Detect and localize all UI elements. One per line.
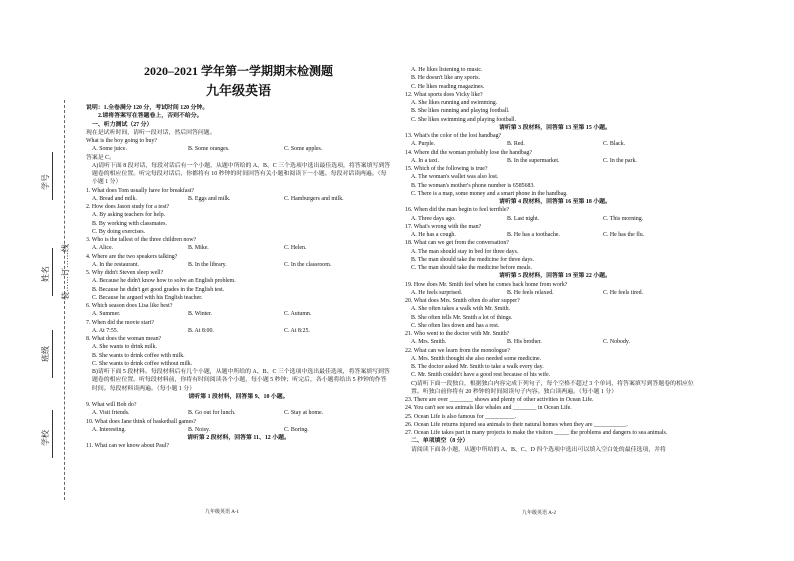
text-line: 24. You can't see sea animals like whales and ________ in Ocean Life. [405,405,572,412]
option-text: A. Summer. [92,311,121,318]
options-row [405,140,705,148]
text-line: C)请听下面一段独白，根据独白内容完成下列句子，每个空格不超过 3 个单词，将答案填写到答题卷的相应位置。听独白前你将有 20 秒钟的时间阅读句子内容。独白读两遍。（每小题 1 分） [411,380,694,395]
option-text: B. Eggs and milk. [188,195,231,202]
text-line: 说明：1.全卷满分 120 分，考试时间 120 分钟。 [86,105,209,111]
exam-title: 2020–2021 学年第一学期期末检测题 [143,64,333,78]
option-text: B. Winter. [188,311,213,318]
text-line: A. The woman's wallet was also lost. [411,174,499,181]
text-line: A. By asking teachers for help. [92,212,166,219]
options-row [86,261,391,269]
text-line: 请听第 1 段材料，回答第 9、10 小题。 [188,393,289,400]
option-text: C. Some apples. [284,146,323,153]
options-row [405,215,705,223]
option-text: A. In the restaurant. [92,261,139,268]
option-text: A. He has a cough. [411,232,456,238]
text-line: 17. What's wrong with the man? [405,223,482,230]
text-line: 一、听力测试（27 分） [92,121,153,128]
class-label: 班级 [41,346,50,362]
binding-line-label: 装……订……线 [61,244,70,300]
text-line: 12. What sports does Vicky like? [405,91,483,98]
option-text: C. This morning. [603,215,644,222]
option-text: B. In the supermarket. [507,157,560,164]
text-line: 5. Why didn't Steven sleep well? [86,270,164,276]
options-row [86,310,391,318]
option-text: B. He feels relaxed. [507,289,554,296]
left-page-content [86,104,391,451]
option-text: C. Helen. [284,245,307,252]
text-line: 6. Which season does Lisa like best? [86,303,173,309]
class-blank [52,330,53,378]
text-line: B. The man should take the medicine for three days. [411,256,535,263]
option-text: B. Red. [507,141,525,148]
text-line: C. There is a map, some money and a smart phone in the handbag. [411,190,568,197]
text-line: 9. What will Bob do? [86,402,137,408]
text-line: C. The man should take the medicine before meals. [411,265,532,271]
text-line: A. Mrs. Smith thought she also needed some medicine. [411,355,542,362]
option-text: A. Mrs. Smith. [411,339,447,346]
text-line: 7. When did the movie start? [86,319,154,326]
text-line: 16. When did the man begin to feel terrible? [405,207,510,214]
text-line: B. She likes running and playing football. [411,108,510,115]
footer-left: 九年级英语 A-1 [205,510,240,515]
options-row [86,195,391,203]
school-blank [52,410,53,458]
option-text: B. In the library. [188,261,227,268]
text-line: C. He likes reading magazines. [411,83,485,90]
text-line: C. Mr. Smith couldn't have a good rest because of his wife. [411,372,551,379]
text-line: 23. There are over ________ shows and plenty of other activities in Ocean Life. [405,397,594,403]
option-text: B. His brother. [507,339,542,346]
text-line: B. He doesn't like any sports. [411,75,480,82]
text-line: 27. Ocean Life takes part in many projects to make the visitors _____ the problems and dangers to sea animals. [405,430,668,436]
text-line: C. By doing exercises. [92,228,146,235]
name-blank [52,248,53,296]
options-row [405,289,705,297]
option-text: C. Autumn. [284,311,312,318]
text-line: 25. Ocean Life is also famous for __________. [405,413,517,420]
binding-margin [0,0,80,561]
text-line: A. She often takes a walk with Mr. Smith. [411,306,510,313]
text-line: 1. What does Tom usually have for breakfast? [86,187,194,194]
text-line: 18. What can we get from the conversation? [405,240,509,247]
text-line: 2. How does Jason study for a test? [86,204,170,210]
text-line: What is the boy going to buy? [86,138,158,144]
student-id-blank [52,152,53,200]
text-line: B. Because he didn't get good grades in the English test. [92,286,225,293]
footer-right: 九年级英语 A-2 [522,511,557,516]
text-line: B. She wants to drink coffee with milk. [92,352,185,359]
text-line: C. She wants to drink coffee without milk. [92,360,193,367]
option-text: C. In the classroom. [284,261,332,268]
text-line: 请阅读下面各小题，从题中所给的 A、B、C、D 四个选项中选出可以填入空白处的最佳选项，并将 [411,446,666,453]
option-text: A. At 7:55. [92,327,119,334]
options-row [405,231,705,239]
text-line: 20. What does Mrs. Smith often do after supper? [405,298,520,304]
option-text: C. Stay at home. [284,410,324,417]
option-text: A. Bread and milk. [92,195,137,202]
option-text: A. Alice. [92,245,114,252]
text-line: 请听第 4 段材料，回答第 16 至第 18 小题。 [499,199,611,205]
text-line: B. The doctor asked Mr. Smith to take a walk every day. [411,364,544,370]
school-label: 学校 [41,430,50,446]
text-line: 请听第 3 段材料，回答第 13 至第 15 小题。 [499,124,611,131]
student-id-label: 学号 [41,174,50,190]
option-text: A. Interesting. [92,426,126,433]
option-text: C. He feels tired. [603,289,644,296]
text-line: 10. What does Jane think of basketball games? [86,418,197,425]
option-text: C. Nobody. [603,339,630,346]
text-line: 13. What's the color of the lost handbag? [405,133,502,139]
text-line: 15. Which of the following is true? [405,166,488,172]
options-row [405,157,705,165]
option-text: B. Last night. [507,215,540,222]
text-line: 21. Who went to the doctor with Mr. Smith? [405,331,510,337]
options-row [86,327,391,335]
option-text: C. Hamburgers and milk. [284,195,344,202]
text-line: 11. What can we know about Paul? [86,443,169,450]
option-text: A. He feels surprised. [411,289,463,296]
text-line: 二、单项填空（8 分） [411,438,469,445]
option-text: A. Three days ago. [411,215,456,222]
text-line: 26. Ocean Life returns injured sea animals to their natural homes when they are ___________. [405,421,628,428]
text-line: B. The woman's mother's phone number is 6585683. [411,182,535,189]
options-row [405,338,705,346]
text-line: A. Because he didn't know how to solve an English problem. [92,278,236,285]
option-text: B. Mike. [188,245,209,252]
text-line: C. Because he argued with his English teacher. [92,294,203,301]
text-line: A. She wants to drink milk. [92,344,157,351]
exam-subtitle: 九年级英语 [205,83,271,98]
option-text: C. Boring. [284,426,309,433]
text-line: B)请听下面 5 段材料。每段材料后有几个小题，从题中所给的 A、B、C 三个选项中选出最佳选项，将答案填写到答题卷的相应位置。听每段材料前，你将有时间阅读各个小题，每小题 5 秒钟；听完后，各小题将给出 5 秒钟的作答时间。每段材料读两遍。（每小题 1 分） [92,369,390,392]
option-text: B. At 8:00. [188,327,214,334]
text-line: A. She likes running and swimming. [411,100,498,106]
text-line: 22. What can we learn from the monologue? [405,347,510,354]
text-line: B. By working with classmates. [92,220,167,227]
name-label: 姓名 [41,266,50,282]
text-line: A)请听下面 8 段对话，每段对话后有一个小题，从题中所给的 A、B、C 三个选项中选出最佳选项，将答案填写到答题卷的相应位置。听完每段对话后，你都将有 10 秒钟的时间回答有关小题和阅读下一小题。每段对话读两遍。（每小题 1 分） [92,162,391,186]
text-line: A. The man should stay in bed for three days. [411,248,519,255]
text-line: 14. Where did the woman probably lose the handbag? [405,149,532,156]
options-row [86,409,391,417]
option-text: C. He has the flu. [603,232,645,238]
text-line: 4. Where are the two speakers talking? [86,253,178,260]
right-page [405,66,705,454]
right-page-content [405,66,705,454]
text-line: 2.请将答案写在答题卷上，否则不给分。 [98,113,203,120]
text-line: C. She often lies down and has a rest. [411,322,500,329]
binding-dashed-line [64,100,65,500]
option-text: A. Purple. [411,141,436,148]
text-line: C. She likes swimming and playing football. [411,116,517,123]
options-row [86,426,391,434]
text-line: 3. Who is the tallest of the three children now? [86,237,197,243]
option-text: A. Visit friends. [92,410,130,417]
option-text: B. Noisy. [188,426,211,433]
text-line: 答案是 C。 [86,154,115,161]
text-line: 8. What does the woman mean? [86,336,162,342]
options-row [86,244,391,252]
text-line: 19. How does Mr. Smith feel when he comes back home from work? [405,281,568,288]
text-line: 现在是试听时间，请听一段对话，然后回答问题。 [86,129,216,136]
text-line: 请听第 2 段材料，回答第 11、12 小题。 [187,435,290,441]
option-text: C. At 8:25. [284,327,310,334]
text-line: B. She often tells Mr. Smith a lot of things. [411,314,513,321]
option-text: C. In the park. [603,157,637,164]
option-text: B. Some oranges. [188,146,230,153]
option-text: A. In a taxi. [411,157,439,164]
option-text: C. Black. [603,141,626,148]
option-text: B. He has a toothache. [507,232,560,238]
option-text: B. Go out for lunch. [188,410,236,417]
left-page [86,64,391,451]
option-text: A. Some juice. [92,146,128,153]
text-line: A. He likes listening to music. [411,67,483,73]
text-line: 请听第 5 段材料，回答第 19 至第 22 小题。 [499,273,611,280]
options-row [86,145,391,153]
